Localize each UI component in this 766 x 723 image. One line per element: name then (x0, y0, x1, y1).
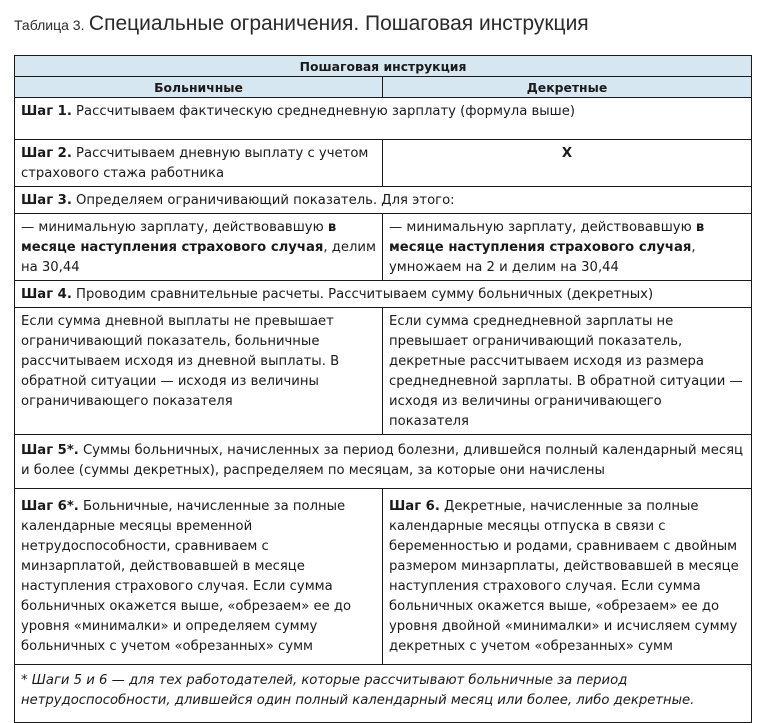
step-4-cell (15, 281, 752, 308)
step-3-left-bold: в месяце наступления страхового случая (21, 220, 337, 255)
column-headers-row (15, 77, 752, 98)
step-2-label: Шаг 2. (21, 146, 72, 161)
table-header-row (15, 56, 752, 77)
table-header: Пошаговая инструкция (15, 56, 752, 77)
table-row (15, 308, 752, 435)
step-5-label: Шаг 5*. (21, 443, 79, 458)
instruction-table (14, 55, 752, 723)
footnote: * Шаги 5 и 6 — для тех работодателей, которые рассчитывают больничные за период нетрудоспособности, длившейся один полный календарный месяц или более, либо декретные. (15, 665, 752, 723)
step-5-text: Суммы больничных, начисленных за период болезни, длившейся полный календарный месяц и более (суммы декретных), распределяем по месяцам, за которые они начислены (21, 443, 743, 478)
step-6-right-label: Шаг 6. (389, 499, 440, 514)
table-row (15, 281, 752, 308)
caption-prefix: Таблица 3. (14, 17, 85, 33)
step-1-cell (15, 98, 752, 140)
table-row (15, 489, 752, 665)
step-4-text: Проводим сравнительные расчеты. Рассчитываем сумму больничных (декретных) (71, 287, 654, 302)
step-6-right-cell (383, 489, 752, 665)
table-caption (14, 12, 589, 36)
step-3-right-bold: в месяце наступления страхового случая (389, 220, 705, 255)
column-header-sick-leave: Больничные (15, 77, 383, 98)
table-row (15, 187, 752, 214)
step-2-text: Рассчитываем дневную выплату с учетом страхового стажа работника (21, 146, 369, 181)
table-row (15, 140, 752, 187)
step-3-label: Шаг 3. (21, 193, 72, 208)
step-3-text: Определяем ограничивающий показатель. Для этого: (71, 193, 455, 208)
step-4-left-cell: Если сумма дневной выплаты не превышает ограничивающий показатель, больничные рассчитываем исходя из дневной выплаты. В обратной ситуации — исходя из величины ограничивающего показателя (15, 308, 383, 435)
step-3-right-text-b: , умножаем на 2 и делим на 30,44 (389, 240, 696, 275)
step-3-cell (15, 187, 752, 214)
table-row (15, 665, 752, 723)
step-3-right-cell (383, 214, 752, 281)
step-3-left-text-a: — минимальную зарплату, действовавшую (21, 220, 328, 235)
step-2-right-cell: Х (383, 140, 752, 187)
step-3-left-cell (15, 214, 383, 281)
step-1-text: Рассчитываем фактическую среднедневную зарплату (формула выше) (71, 104, 575, 119)
step-6-left-cell (15, 489, 383, 665)
table-row (15, 98, 752, 140)
table-row (15, 214, 752, 281)
column-header-maternity: Декретные (383, 77, 752, 98)
step-4-label: Шаг 4. (21, 287, 72, 302)
step-6-left-label: Шаг 6*. (21, 499, 79, 514)
step-5-cell (15, 435, 752, 489)
step-3-left-text-b: , делим на 30,44 (21, 240, 376, 275)
step-6-right-text: Декретные, начисленные за полные календарные месяцы отпуска в связи с беременностью и родами, сравниваем с двойным размером минзарплаты, действовавшей в месяце наступления страхового случая. Если сумма больничных окажется выше, «обрезаем» ее до уровня двойной «минималки» и исчисляем сумму декретных с учетом «обрезанных» сумм (389, 499, 739, 654)
caption-title: Специальные ограничения. Пошаговая инструкция (88, 12, 589, 35)
table-row (15, 435, 752, 489)
step-3-right-text-a: — минимальную зарплату, действовавшую (389, 220, 696, 235)
step-2-left-cell (15, 140, 383, 187)
step-6-left-text: Больничные, начисленные за полные календарные месяцы временной нетрудоспособности, сравниваем с минзарплатой, действовавшей в месяце наступления страхового случая. Если сумма больничных окажется выше, «обрезаем» ее до уровня «минималки» и определяем сумму больничных с учетом «обрезанных» сумм (21, 499, 352, 654)
step-4-right-cell: Если сумма среднедневной зарплаты не превышает ограничивающий показатель, декретные рассчитываем исходя из размера среднедневной зарплаты. В обратной ситуации — исходя из величины ограничивающего показателя (383, 308, 752, 435)
step-1-label: Шаг 1. (21, 104, 72, 119)
